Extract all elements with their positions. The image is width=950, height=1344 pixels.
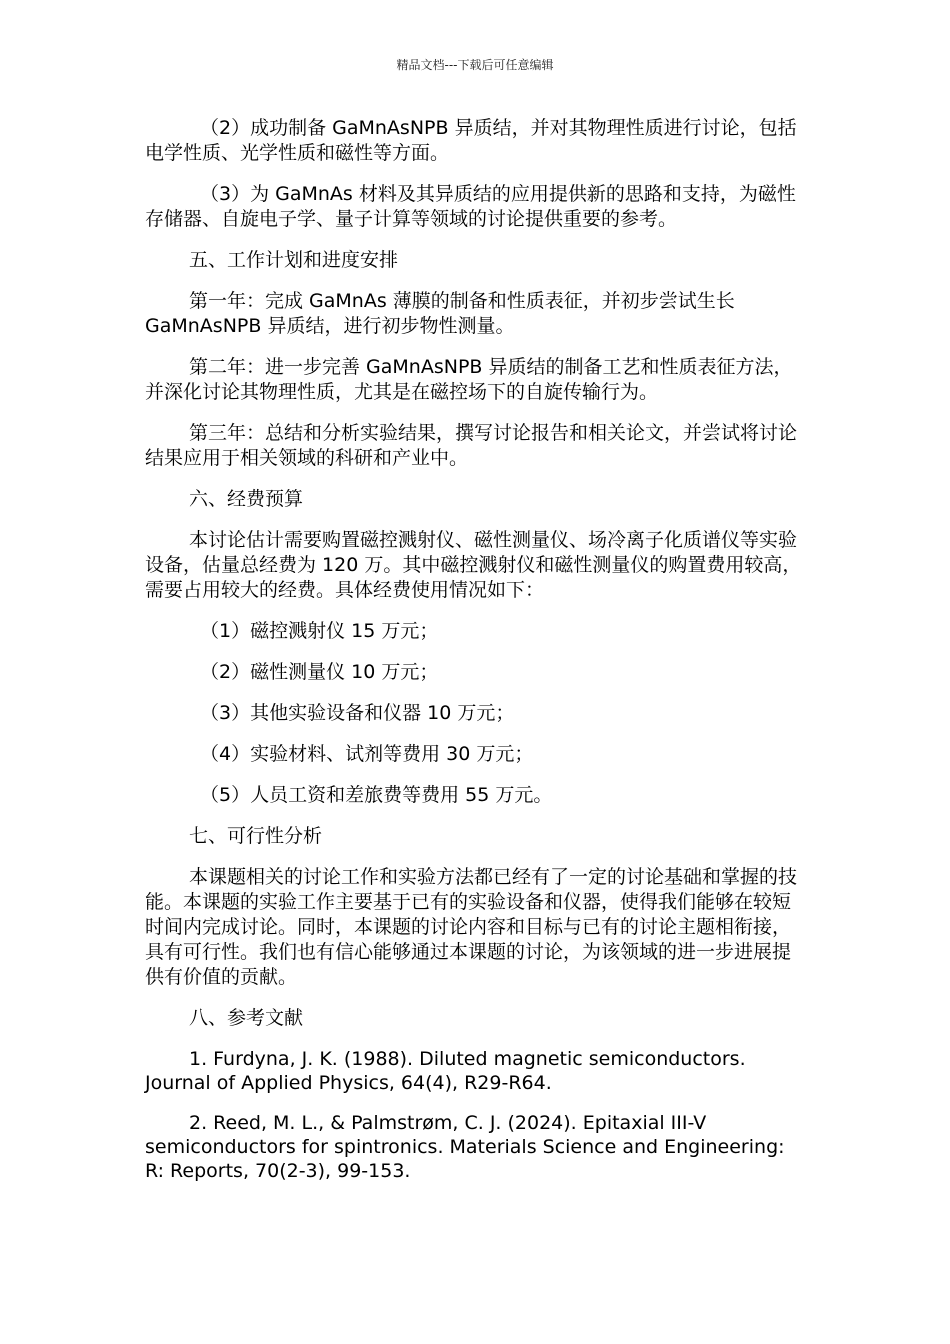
section-heading-work-plan: 五、工作计划和进度安排 (189, 249, 399, 271)
reference-2: 2. Reed, M. L., & Palmstrøm, C. J. (2024). Epitaxial III-V semiconductors for spintronics. Materials Science and Engineering: R: Reports, 70(2-3), 99-153. (145, 1112, 785, 1182)
document-body (145, 116, 805, 1199)
section-heading-feasibility: 七、可行性分析 (189, 825, 323, 847)
plan-year-1: 第一年：完成 GaMnAs 薄膜的制备和性质表征，并初步尝试生长 GaMnAsNPB 异质结，进行初步物性测量。 (145, 290, 735, 337)
budget-item-4: （4）实验材料、试剂等费用 30 万元； (200, 743, 534, 765)
budget-paragraph: 本讨论估计需要购置磁控溅射仪、磁性测量仪、场冷离子化质谱仪等实验设备，估量总经费为 120 万。其中磁控溅射仪和磁性测量仪的购置费用较高，需要占用较大的经费。具体经费使用情况如下： (145, 529, 802, 601)
budget-item-5: （5）人员工资和差旅费等费用 55 万元。 (200, 784, 553, 806)
feasibility-paragraph: 本课题相关的讨论工作和实验方法都已经有了一定的讨论基础和掌握的技能。本课题的实验工作主要基于已有的实验设备和仪器，使得我们能够在较短时间内完成讨论。同时，本课题的讨论内容和目标与已有的讨论主题相衔接，具有可行性。我们也有信心能够通过本课题的讨论，为该领域的进一步进展提供有价值的贡献。 (145, 866, 798, 988)
section-heading-budget: 六、经费预算 (189, 488, 304, 510)
goal-paragraph-3: （3）为 GaMnAs 材料及其异质结的应用提供新的思路和支持，为磁性存储器、自旋电子学、量子计算等领域的讨论提供重要的参考。 (145, 183, 796, 230)
plan-year-3: 第三年：总结和分析实验结果，撰写讨论报告和相关论文，并尝试将讨论结果应用于相关领域的科研和产业中。 (145, 422, 798, 469)
page-header: 精品文档---下载后可任意编辑 (396, 58, 554, 72)
reference-1: 1. Furdyna, J. K. (1988). Diluted magnetic semiconductors. Journal of Applied Physics, 64(4), R29-R64. (145, 1048, 746, 1094)
section-heading-references: 八、参考文献 (189, 1007, 304, 1029)
budget-item-1: （1）磁控溅射仪 15 万元； (200, 620, 439, 642)
plan-year-2: 第二年：进一步完善 GaMnAsNPB 异质结的制备工艺和性质表征方法，并深化讨论其物理性质，尤其是在磁控场下的自旋传输行为。 (145, 356, 793, 403)
budget-item-2: （2）磁性测量仪 10 万元； (200, 661, 439, 683)
budget-item-3: （3）其他实验设备和仪器 10 万元； (200, 702, 515, 724)
goal-paragraph-2: （2）成功制备 GaMnAsNPB 异质结，并对其物理性质进行讨论，包括电学性质、光学性质和磁性等方面。 (145, 117, 797, 164)
